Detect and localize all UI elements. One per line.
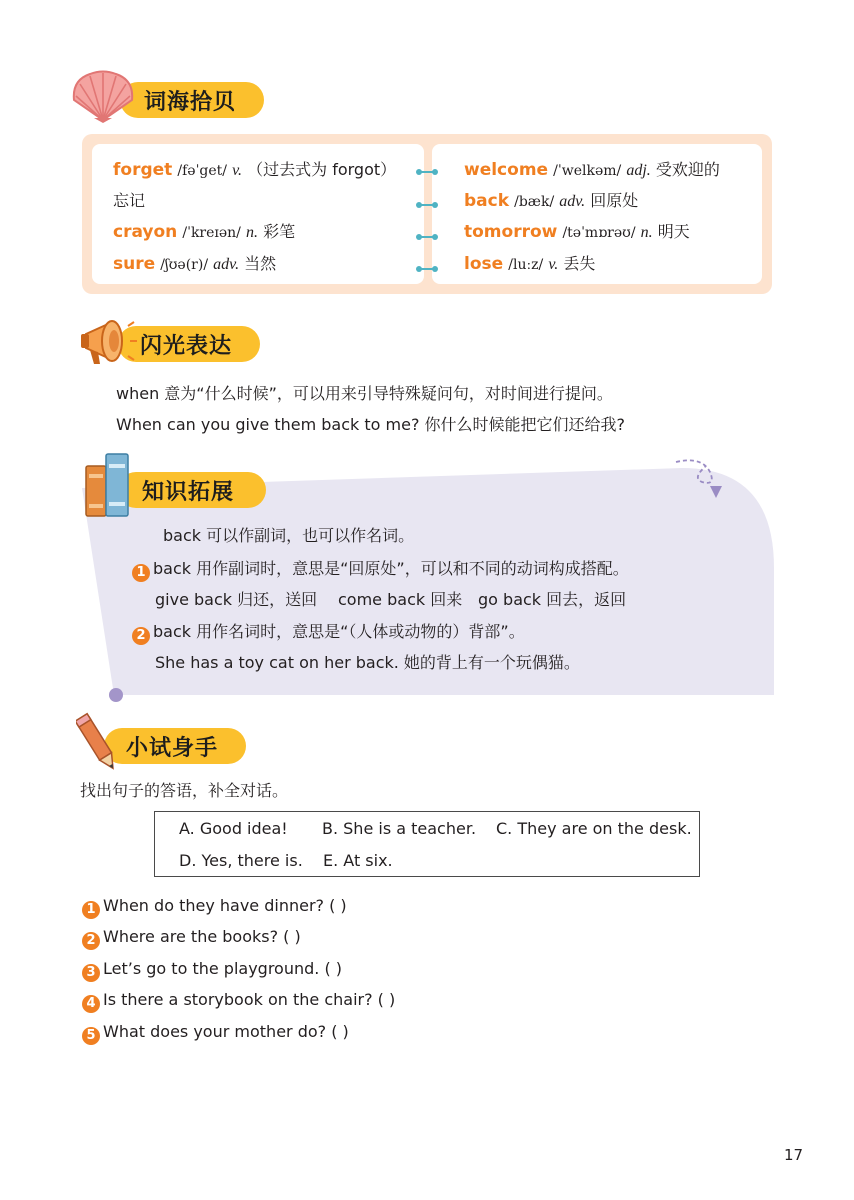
extension-section-header <box>118 472 266 508</box>
question-2: 2 Where are the books? ( ) <box>82 926 301 950</box>
vocab-entry-tomorrow: tomorrow /təˈmɒrəʊ/ n. 明天 <box>464 222 690 242</box>
option-e: E. At six. <box>323 851 393 870</box>
vocab-entry-forget: forget /fəˈget/ v. （过去式为 forgot） <box>113 160 397 180</box>
connector-2 <box>420 204 434 206</box>
option-a: A. Good idea! <box>179 819 288 838</box>
question-3: 3 Let’s go to the playground. ( ) <box>82 958 342 982</box>
vocab-entry-sure: sure /ʃʊə(r)/ adv. 当然 <box>113 254 277 274</box>
vocab-entry-back: back /bæk/ adv. 回原处 <box>464 191 639 211</box>
extension-sentence: She has a toy cat on her back. 她的背上有一个玩偶猫。 <box>155 653 580 672</box>
question-4: 4 Is there a storybook on the chair? ( ) <box>82 989 395 1013</box>
extension-example-2: come back 回来 <box>338 590 463 609</box>
number-badge-q1: 1 <box>82 901 100 919</box>
number-badge-q2: 2 <box>82 932 100 950</box>
dashed-arrow-icon <box>672 456 728 500</box>
vocab-entry-lose: lose /luːz/ v. 丢失 <box>464 254 596 274</box>
megaphone-icon <box>78 312 138 370</box>
vocab-entry-welcome: welcome /ˈwelkəm/ adj. 受欢迎的 <box>464 160 720 180</box>
number-badge-q3: 3 <box>82 964 100 982</box>
connector-3 <box>420 236 434 238</box>
extension-section-title: 知识拓展 <box>142 479 235 505</box>
pencil-icon <box>76 712 122 776</box>
expression-line-1: when 意为“什么时候”，可以用来引导特殊疑问句，对时间进行提问。 <box>116 384 613 403</box>
vocab-entry-forget-meaning: 忘记 <box>113 191 146 210</box>
vocab-section-title: 词海拾贝 <box>144 89 237 115</box>
shell-icon <box>70 70 136 124</box>
connector-1 <box>420 171 434 173</box>
option-c: C. They are on the desk. <box>496 819 692 838</box>
expression-line-2: When can you give them back to me? 你什么时候能把它们还给我? <box>116 415 626 434</box>
extension-point-2: 2 back 用作名词时，意思是“（人体或动物的）背部”。 <box>132 621 525 645</box>
extension-example-3: go back 回去，返回 <box>478 590 627 609</box>
expression-section-header <box>118 326 260 362</box>
vocab-section-header <box>120 82 264 118</box>
number-badge-q4: 4 <box>82 995 100 1013</box>
practice-section-header <box>104 728 246 764</box>
vocab-entry-crayon: crayon /ˈkreɪən/ n. 彩笔 <box>113 222 296 242</box>
extension-point-1: 1 back 用作副词时，意思是“回原处”，可以和不同的动词构成搭配。 <box>132 558 629 582</box>
number-badge-2: 2 <box>132 627 150 645</box>
number-badge-1: 1 <box>132 564 150 582</box>
connector-4 <box>420 268 434 270</box>
option-b: B. She is a teacher. <box>322 819 477 838</box>
books-icon <box>84 452 132 518</box>
practice-section-title: 小试身手 <box>126 735 219 761</box>
question-1: 1 When do they have dinner? ( ) <box>82 895 347 919</box>
extension-example-1: give back 归还，送回 <box>155 590 318 609</box>
question-5: 5 What does your mother do? ( ) <box>82 1021 349 1045</box>
number-badge-q5: 5 <box>82 1027 100 1045</box>
practice-instruction: 找出句子的答语，补全对话。 <box>80 781 289 800</box>
expression-section-title: 闪光表达 <box>140 333 233 359</box>
extension-intro: back 可以作副词，也可以作名词。 <box>163 526 415 545</box>
page-number: 17 <box>784 1146 804 1164</box>
option-d: D. Yes, there is. <box>179 851 303 870</box>
